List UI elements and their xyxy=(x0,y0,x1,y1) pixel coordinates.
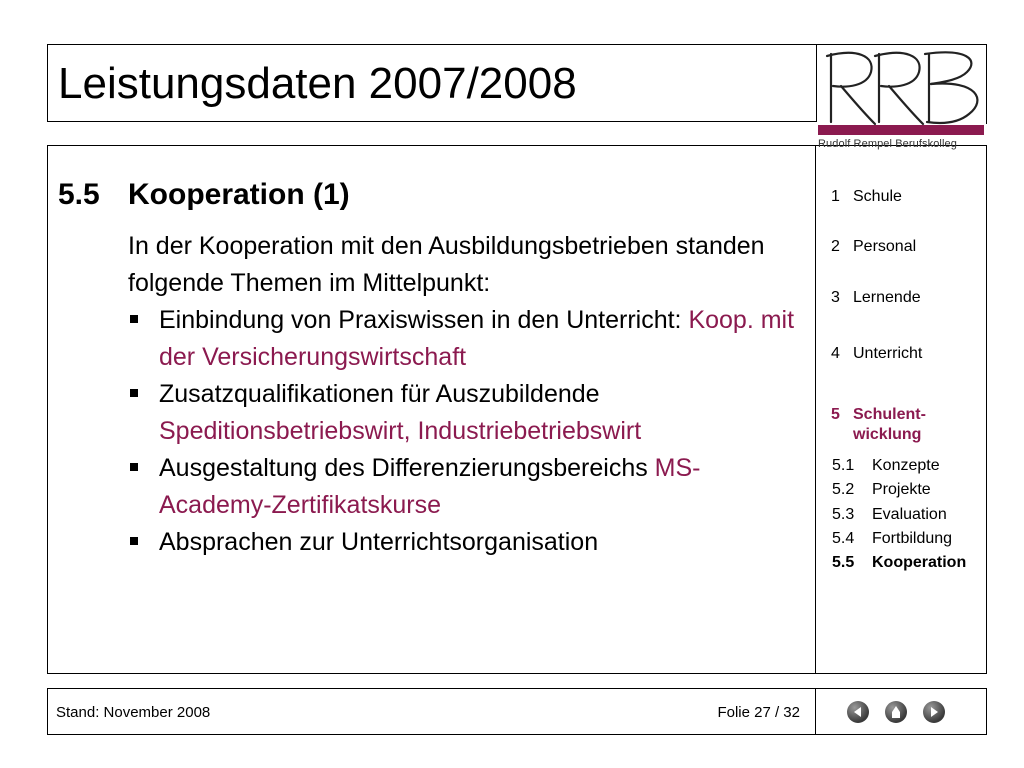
list-item xyxy=(128,524,808,561)
nav-subitem-number: 5.1 xyxy=(832,457,855,474)
bullet-text: Ausgestaltung des Differenzierungsbereichs xyxy=(159,454,655,482)
forward-button[interactable] xyxy=(923,701,945,723)
bullet-highlight: MS-Academy-Zertifikatskurse xyxy=(159,454,701,519)
forward-icon xyxy=(923,701,945,723)
nav-item-label: Schule xyxy=(853,188,902,205)
bullet-highlight: Koop. mit der Versicherungswirtschaft xyxy=(159,306,795,371)
nav-item-schule[interactable] xyxy=(831,187,902,207)
nav-subitem-konzepte[interactable] xyxy=(832,454,940,478)
bullet-square-icon xyxy=(130,315,138,323)
list-item xyxy=(128,302,808,376)
nav-subitem-label: Fortbildung xyxy=(872,530,953,547)
bullet-square-icon xyxy=(130,389,138,397)
bullet-square-icon xyxy=(130,463,138,471)
nav-subitem-kooperation[interactable] xyxy=(832,551,966,575)
home-icon xyxy=(885,701,907,723)
section-number: 5.5 xyxy=(58,178,100,211)
nav-item-number: 1 xyxy=(831,188,840,205)
footer-date: Stand: November 2008 xyxy=(56,704,211,721)
bullet-text: Zusatzqualifikationen für Auszubildende xyxy=(159,380,600,408)
nav-subitem-label: Projekte xyxy=(872,481,931,498)
bullet-highlight: Speditionsbetriebswirt, Industriebetriebswirt xyxy=(159,417,642,445)
bullet-square-icon xyxy=(130,537,138,545)
nav-item-label: Schulent- xyxy=(853,406,926,423)
nav-subitem-label: Kooperation xyxy=(872,554,967,571)
back-icon xyxy=(847,701,869,723)
logo-subtitle: Rudolf Rempel Berufskolleg xyxy=(818,138,957,150)
nav-item-lernende[interactable] xyxy=(831,288,921,308)
nav-item-label: Unterricht xyxy=(853,345,923,362)
home-button[interactable] xyxy=(885,701,907,723)
list-item xyxy=(128,450,808,524)
nav-item-number: 3 xyxy=(831,289,840,306)
nav-subitem-number: 5.5 xyxy=(832,554,855,571)
nav-subitem-label: Evaluation xyxy=(872,506,947,523)
nav-item-label: Personal xyxy=(853,238,917,255)
slide-body xyxy=(128,228,808,561)
nav-item-label: Lernende xyxy=(853,289,921,306)
page-title: Leistungsdaten 2007/2008 xyxy=(58,59,577,108)
bullet-text: Einbindung von Praxiswissen in den Unterricht: xyxy=(159,306,689,334)
logo-frame-top xyxy=(815,44,987,45)
footer-divider xyxy=(815,688,816,735)
bullet-text: Absprachen zur Unterrichtsorganisation xyxy=(159,528,599,556)
nav-subitem-number: 5.4 xyxy=(832,530,855,547)
nav-item-schulentwicklung[interactable] xyxy=(831,405,926,445)
logo-accent-bar xyxy=(818,125,984,135)
nav-item-number: 2 xyxy=(831,238,840,255)
nav-item-number: 4 xyxy=(831,345,840,362)
section-title: Kooperation (1) xyxy=(128,178,350,211)
nav-item-personal[interactable] xyxy=(831,237,916,257)
nav-subitem-number: 5.3 xyxy=(832,506,855,523)
bullet-list xyxy=(128,302,808,561)
nav-subitem-evaluation[interactable] xyxy=(832,503,947,527)
nav-subitem-fortbildung[interactable] xyxy=(832,527,952,551)
intro-text: In der Kooperation mit den Ausbildungsbetrieben standen folgende Themen im Mittelpunkt: xyxy=(128,232,765,297)
nav-subitem-projekte[interactable] xyxy=(832,478,931,502)
slide-counter: Folie 27 / 32 xyxy=(717,704,800,721)
nav-item-number: 5 xyxy=(831,406,840,423)
nav-subitem-label: Konzepte xyxy=(872,457,940,474)
nav-subitem-number: 5.2 xyxy=(832,481,855,498)
nav-item-label-cont: wicklung xyxy=(853,426,922,443)
nav-item-unterricht[interactable] xyxy=(831,344,922,364)
list-item xyxy=(128,376,808,450)
back-button[interactable] xyxy=(847,701,869,723)
